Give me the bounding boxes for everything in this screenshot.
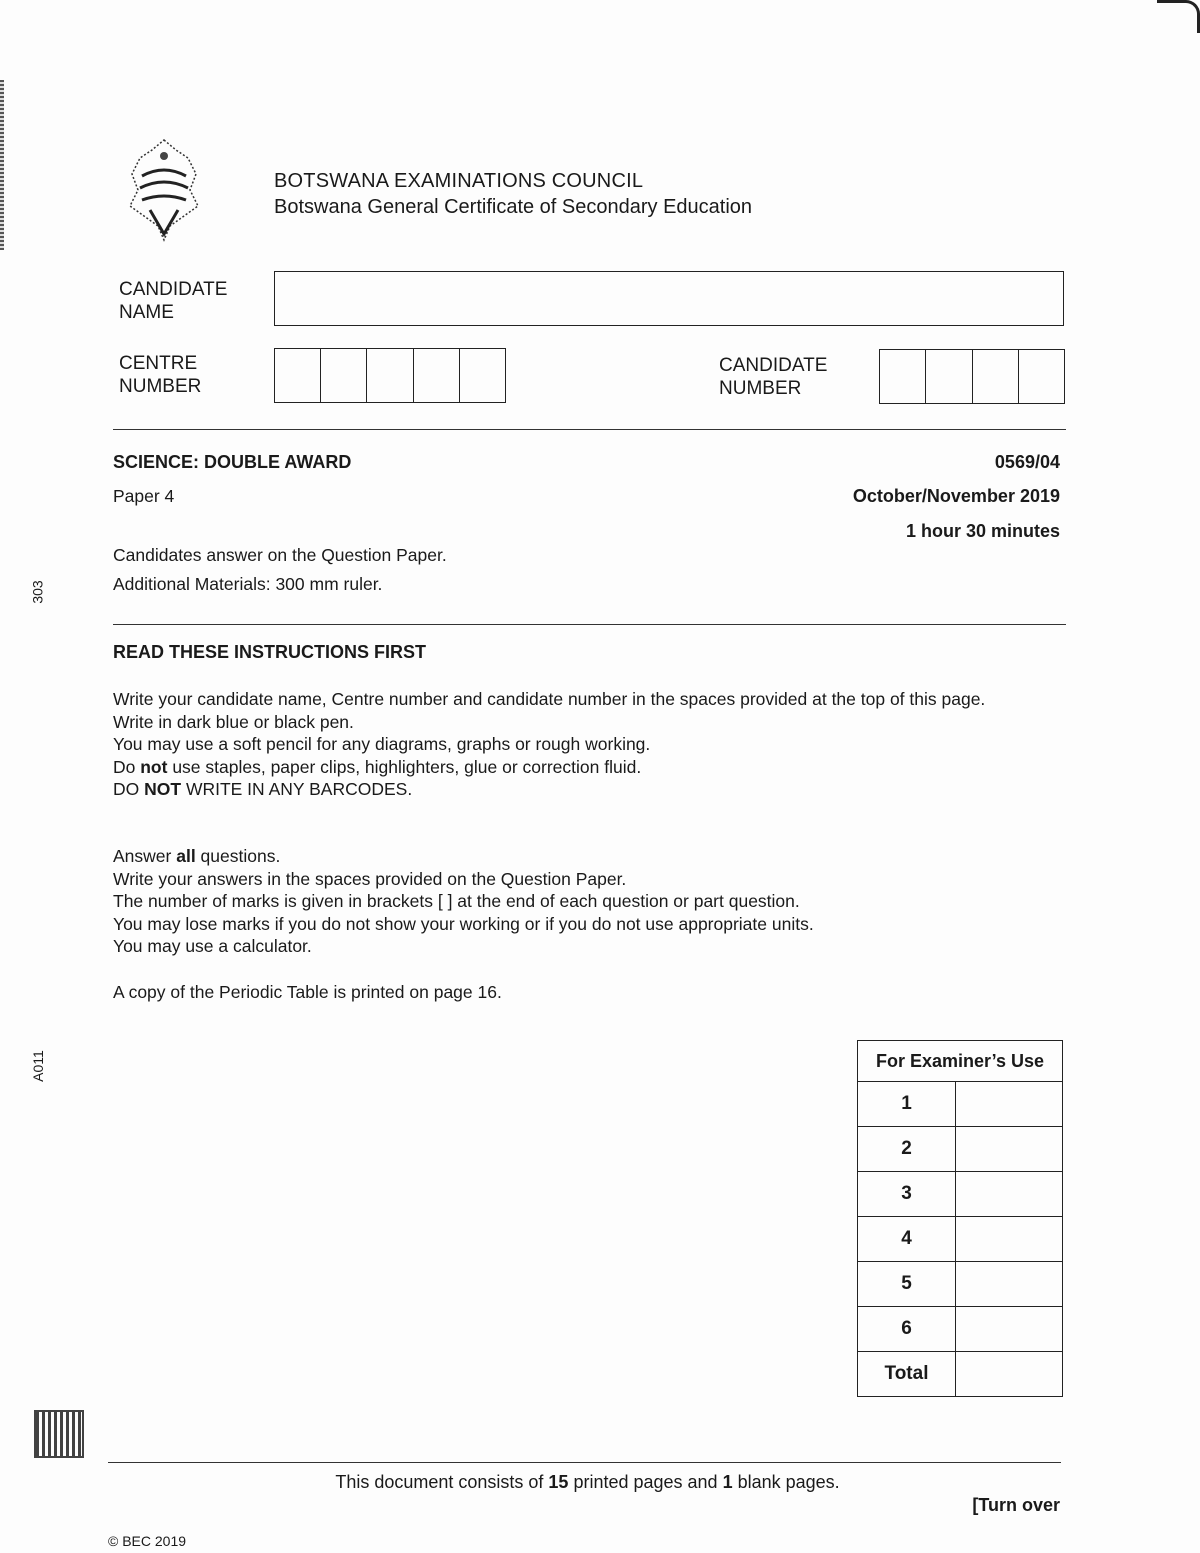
bec-logo: [128, 136, 200, 244]
corner-mark: [1157, 0, 1200, 33]
question-number: 5: [858, 1262, 956, 1307]
mark-cell[interactable]: [956, 1172, 1063, 1217]
exam-duration: 1 hour 30 minutes: [905, 521, 1060, 541]
table-row: [858, 1352, 1063, 1397]
mark-cell[interactable]: [956, 1217, 1063, 1262]
paper-code: 0569/04: [994, 452, 1060, 472]
instruction-line: Write your candidate name, Centre number and candidate number in the spaces provided at the top of this page.: [113, 689, 986, 709]
divider: [108, 1462, 1061, 1463]
instruction-line: Write in dark blue or black pen.: [113, 711, 354, 732]
table-row: [858, 1127, 1063, 1172]
instruction-line: Write your answers in the spaces provided on the Question Paper.: [113, 868, 627, 889]
digit-box[interactable]: [414, 349, 460, 402]
table-row: [858, 1082, 1063, 1127]
question-number: 3: [858, 1172, 956, 1217]
additional-materials: Additional Materials: 300 mm ruler.: [113, 574, 383, 594]
candidate-name-label: CANDIDATE NAME: [119, 279, 228, 323]
page-count-note: This document consists of 15 printed pages and 1 blank pages.: [335, 1472, 840, 1492]
mark-cell[interactable]: [956, 1307, 1063, 1352]
mark-cell[interactable]: [956, 1127, 1063, 1172]
digit-box[interactable]: [275, 349, 321, 402]
paper-number: Paper 4: [113, 486, 175, 506]
barcode-icon: [34, 1410, 84, 1458]
answer-note: Candidates answer on the Question Paper.: [113, 545, 447, 565]
digit-box[interactable]: [973, 350, 1019, 403]
council-title: BOTSWANA EXAMINATIONS COUNCIL: [274, 170, 644, 192]
divider: [113, 624, 1066, 625]
subject-title: SCIENCE: DOUBLE AWARD: [113, 452, 352, 472]
instructions-heading: READ THESE INSTRUCTIONS FIRST: [113, 642, 427, 662]
centre-number-field[interactable]: [274, 348, 506, 403]
digit-box[interactable]: [926, 350, 972, 403]
table-row: [858, 1172, 1063, 1217]
exam-session: October/November 2019: [852, 486, 1060, 506]
instruction-line: Answer all questions.: [113, 846, 281, 866]
digit-box[interactable]: [1019, 350, 1064, 403]
centre-number-label: CENTRE NUMBER: [119, 353, 202, 397]
instruction-line: Do not use staples, paper clips, highlighters, glue or correction fluid.: [113, 756, 642, 777]
instruction-line: DO NOT WRITE IN ANY BARCODES.: [113, 779, 413, 799]
total-label: Total: [858, 1352, 956, 1397]
mark-cell[interactable]: [956, 1082, 1063, 1127]
candidate-number-label: CANDIDATE NUMBER: [719, 355, 828, 399]
instruction-line: You may lose marks if you do not show your working or if you do not use appropriate units.: [113, 913, 814, 934]
candidate-number-field[interactable]: [879, 349, 1065, 404]
periodic-table-note: A copy of the Periodic Table is printed on page 16.: [113, 982, 502, 1002]
examiner-use-heading: For Examiner’s Use: [858, 1041, 1063, 1082]
question-number: 1: [858, 1082, 956, 1127]
digit-box[interactable]: [460, 349, 505, 402]
question-number: 6: [858, 1307, 956, 1352]
table-row: [858, 1307, 1063, 1352]
copyright: © BEC 2019: [108, 1533, 187, 1549]
question-number: 4: [858, 1217, 956, 1262]
divider: [113, 429, 1066, 430]
side-code-a011: A011: [29, 1050, 46, 1082]
question-number: 2: [858, 1127, 956, 1172]
certificate-title: Botswana General Certificate of Secondary Education: [274, 196, 753, 218]
scan-edge: [0, 80, 4, 250]
turn-over: [Turn over: [972, 1495, 1060, 1515]
table-row: [858, 1217, 1063, 1262]
table-row: [858, 1262, 1063, 1307]
instructions-block-2: [113, 845, 1063, 958]
mark-cell[interactable]: [956, 1262, 1063, 1307]
instruction-line: You may use a soft pencil for any diagrams, graphs or rough working.: [113, 734, 651, 754]
candidate-name-field[interactable]: [274, 271, 1064, 326]
side-code-303: 303: [29, 580, 46, 604]
digit-box[interactable]: [321, 349, 367, 402]
digit-box[interactable]: [367, 349, 413, 402]
digit-box[interactable]: [880, 350, 926, 403]
instruction-line: The number of marks is given in brackets [ ] at the end of each question or part question.: [113, 891, 800, 911]
examiner-use-table: [857, 1040, 1063, 1397]
instruction-line: You may use a calculator.: [113, 936, 312, 956]
instructions-block-1: [113, 688, 1063, 801]
total-cell[interactable]: [956, 1352, 1063, 1397]
